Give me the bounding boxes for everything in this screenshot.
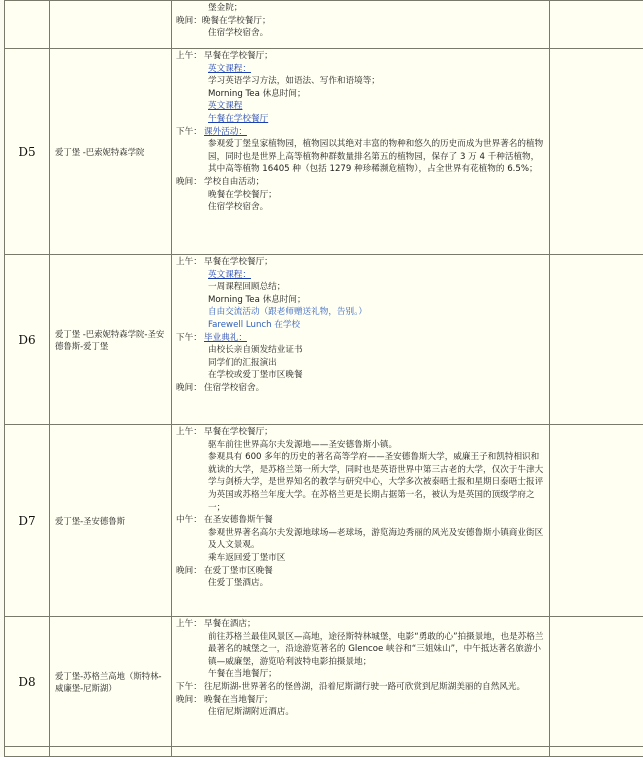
schedule-text: 住爱丁堡酒店。	[176, 577, 547, 590]
schedule-text: 由校长亲自颁发结业证书	[176, 344, 547, 357]
schedule-text: Morning Tea 休息时间；	[176, 294, 547, 307]
schedule-text: 参观具有 600 多年的历史的著名高等学府——圣安德鲁斯大学，威廉王子和凯特相识和就读的大学，是苏格兰第一所大学，同时也是英语世界中第三古老的大学，仅次于牛津大学与剑桥大学，是世界知名的教学与研究中心，大学多次被泰晤士报和星期日泰晤士报评为英国或苏格兰年度大学。在苏格兰更是长期占据第一名，被认为是英国的顶级学府之一；	[176, 451, 547, 514]
schedule-cell	[172, 1, 550, 49]
notes-cell	[550, 617, 643, 747]
time-label: 晚间：	[176, 176, 204, 189]
location-label: 爱丁堡 -巴索妮特森学院-圣安德鲁斯-爱丁堡	[50, 255, 172, 425]
schedule-text: 早餐在学校餐厅；	[204, 51, 273, 61]
location-cell	[50, 1, 172, 49]
ceremony-link[interactable]: 毕业典礼：	[204, 333, 247, 343]
schedule-text: 乘车返回爱丁堡市区	[176, 552, 547, 565]
schedule-text: 驱车前往世界高尔夫发源地——圣安德鲁斯小镇。	[176, 439, 547, 452]
time-label: 中午：	[176, 514, 204, 527]
schedule-cell	[172, 747, 550, 757]
schedule-cell	[172, 617, 550, 747]
schedule-text: 在学校或爱丁堡市区晚餐	[176, 369, 547, 382]
day-label: D7	[5, 425, 50, 617]
lunch-link[interactable]: 午餐在学校餐厅	[208, 114, 268, 124]
notes-cell	[550, 49, 643, 255]
table-row	[5, 617, 643, 747]
schedule-cell	[172, 255, 550, 425]
schedule-text: 住宿尼斯湖附近酒店。	[176, 706, 547, 719]
table-row	[5, 1, 643, 49]
location-cell	[50, 747, 172, 757]
schedule-text: 在爱丁堡市区晚餐	[204, 566, 273, 576]
schedule-text: 同学们的汇报演出	[176, 357, 547, 370]
schedule-text: 早餐在酒店；	[204, 619, 256, 629]
schedule-cell	[172, 425, 550, 617]
time-label: 上午：	[176, 426, 204, 439]
schedule-text: 晚餐在当地餐厅；	[204, 695, 273, 705]
day-label: D5	[5, 49, 50, 255]
time-label: 晚间：	[176, 694, 204, 707]
time-label: 下午：	[176, 332, 204, 345]
time-label: 上午：	[176, 618, 204, 631]
time-label: 晚间：	[176, 382, 204, 395]
schedule-cell	[172, 49, 550, 255]
day-label: D6	[5, 255, 50, 425]
schedule-text: 前往苏格兰最佳风景区—高地，途径斯特林城堡，电影“勇敢的心”拍摄景地，也是苏格兰最著名的城堡之一，沿途游览著名的 Glencoe 峡谷和“三姐妹山”，中午抵达著名旅游小镇—威廉堡，游览哈利波特电影拍摄景地；	[176, 631, 547, 669]
notes-cell	[550, 747, 643, 757]
activity-link[interactable]: 课外活动：	[204, 127, 247, 137]
schedule-text: 住宿学校宿舍。	[176, 201, 547, 214]
schedule-line: 晚间：晚餐在学校餐厅；	[176, 15, 547, 28]
time-label: 上午：	[176, 256, 204, 269]
schedule-text: 自由交流活动（跟老师赠送礼物，告别。）	[176, 306, 547, 319]
schedule-text: 学校自由活动；	[204, 177, 264, 187]
location-label: 爱丁堡-苏格兰高地（斯特林-威廉堡-尼斯湖）	[50, 617, 172, 747]
schedule-text: 学习英语学习方法，如语法、写作和语境等；	[176, 75, 547, 88]
day-cell	[5, 1, 50, 49]
schedule-line: 住宿学校宿舍。	[176, 27, 547, 40]
schedule-text: 早餐在学校餐厅；	[204, 427, 273, 437]
schedule-text: 晚餐在学校餐厅；	[176, 189, 547, 202]
schedule-text: 早餐在学校餐厅；	[204, 257, 273, 267]
course-link[interactable]: 英文课程：	[208, 270, 251, 280]
time-label: 下午：	[176, 126, 204, 139]
notes-cell	[550, 255, 643, 425]
schedule-text: 在圣安德鲁斯午餐	[204, 515, 273, 525]
time-label: 晚间：	[176, 565, 204, 578]
time-label: 下午：	[176, 681, 204, 694]
notes-cell	[550, 1, 643, 49]
table-row	[5, 425, 643, 617]
schedule-text: Farewell Lunch 在学校	[176, 319, 547, 332]
table-row	[5, 49, 643, 255]
schedule-text: 一周课程回顾总结；	[176, 281, 547, 294]
itinerary-table	[4, 0, 643, 757]
schedule-line: 堡金院；	[176, 2, 547, 15]
day-cell	[5, 747, 50, 757]
schedule-text: Morning Tea 休息时间；	[176, 88, 547, 101]
course-link[interactable]: 英文课程	[208, 101, 242, 111]
schedule-text: 往尼斯湖-世界著名的怪兽湖，沿着尼斯湖行驶一路可欣赏到尼斯湖美丽的自然风光。	[204, 682, 525, 692]
time-label: 上午：	[176, 50, 204, 63]
schedule-text: 参观爱丁堡皇家植物园，植物园以其绝对丰富的物种和悠久的历史而成为世界著名的植物园，同时也是世界上高等植物种群数量排名第五的植物园，保存了 3 万 4 千种活植物，其中高等植物 16405 种（包括 1279 种珍稀濒危植物），占全世界有花植物的 6.5%；	[176, 138, 547, 176]
day-label: D8	[5, 617, 50, 747]
schedule-text: 住宿学校宿舍。	[204, 383, 264, 393]
location-label: 爱丁堡-圣安德鲁斯	[50, 425, 172, 617]
table-row	[5, 747, 643, 757]
table-row	[5, 255, 643, 425]
notes-cell	[550, 425, 643, 617]
location-label: 爱丁堡 -巴索妮特森学院	[50, 49, 172, 255]
course-link[interactable]: 英文课程：	[208, 64, 251, 74]
schedule-text: 参观世界著名高尔夫发源地球场—老球场，游览海边秀丽的风光及安德鲁斯小镇商业街区及人文景观。	[176, 527, 547, 552]
schedule-text: 午餐在当地餐厅；	[176, 668, 547, 681]
